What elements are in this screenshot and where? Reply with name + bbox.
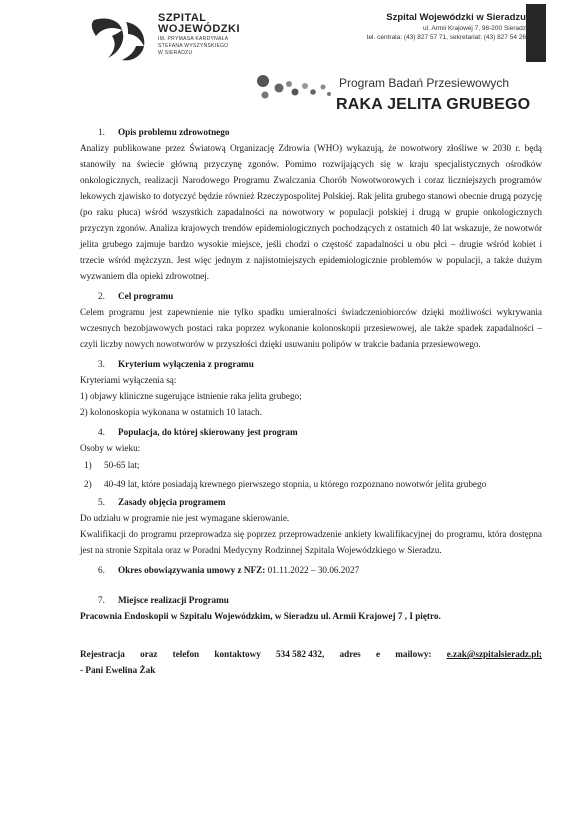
list-item-label: 2): [84, 479, 92, 489]
registration-word: adres: [339, 649, 361, 659]
section-7-title: Miejsce realizacji Programu: [118, 595, 229, 605]
section-3-intro: Kryteriami wyłączenia są:: [80, 375, 177, 385]
section-2-number: 2.: [98, 291, 105, 301]
list-item: [84, 456, 542, 475]
hospital-contact-block: [367, 12, 526, 41]
section-2-title: Cel programu: [118, 291, 174, 301]
section-7-number: 7.: [98, 595, 105, 605]
section-7-text: Pracownia Endoskopii w Szpitalu Wojewódzkim, w Sieradzu ul. Armii Krajowej 7 , I piętro.: [80, 611, 441, 621]
registration-contact-person: - Pani Ewelina Żak: [80, 665, 156, 675]
section-6-heading: [80, 562, 542, 578]
registration-word: e: [375, 649, 381, 659]
program-title: RAKA JELITA GRUBEGO: [336, 96, 531, 113]
registration-word: Rejestracja: [80, 649, 125, 659]
section-5-number: 5.: [98, 497, 105, 507]
section-3-item-1: 1) objawy kliniczne sugerujące istnienie raka jelita grubego;: [80, 391, 302, 401]
program-dots-icon: [255, 72, 335, 102]
registration-email-link[interactable]: e.zak@szpitalsieradz.pl;: [446, 649, 542, 659]
document-body: [80, 124, 542, 678]
section-6-number: 6.: [98, 565, 105, 575]
list-item-text: 40-49 lat, które posiadają krewnego pierwszego stopnia, u którego rozpoznano nowotwór jelita grubego: [104, 479, 487, 489]
section-2-text: Celem programu jest zapewnienie nie tylko spadku umieralności świadczeniobiorców dzięki możliwości wykrywania wczesnych bezobjawowych postaci raka poprzez wykonanie kolonoskopii przesiewowej, ale także spadek zapadalności – czyli liczby nowych nowotworów w przyszłości dzięki usuwaniu polipów w trakcie badania przesiewowego.: [80, 307, 542, 349]
scan-edge-bar: [526, 4, 546, 62]
section-3-item-2: 2) kolonoskopia wykonana w ostatnich 10 latach.: [80, 407, 262, 417]
list-item-text: 50-65 lat;: [104, 460, 140, 470]
logo-title-2: WOJEWÓDZKI: [158, 23, 240, 35]
section-1-heading: [80, 124, 542, 140]
section-1-number: 1.: [98, 127, 105, 137]
registration-word: oraz: [140, 649, 158, 659]
section-4-heading: [80, 424, 542, 440]
section-5-text-1: Do udziału w programie nie jest wymagane skierowanie.: [80, 513, 290, 523]
section-3-number: 3.: [98, 359, 105, 369]
section-1-title: Opis problemu zdrowotnego: [118, 127, 230, 137]
hospital-phone: tel. centrala: (43) 827 57 71, sekretariat: (43) 827 54 26: [366, 34, 526, 41]
logo-sub-2: STEFANA WYSZYŃSKIEGO: [158, 43, 229, 49]
registration-line: [80, 646, 542, 662]
section-5-text-2: Kwalifikacji do programu przeprowadza się poprzez przeprowadzenie ankiety kwalifikacyjnej do programu, która dostępna jest na stronie Szpitala oraz w Poradni Medycyny Rodzinnej Szpitala Wojewódzkiego w Sieradzu.: [80, 529, 542, 555]
section-5-title: Zasady objęcia programem: [118, 497, 226, 507]
section-6-title: Okres obowiązywania umowy z NFZ:: [118, 565, 266, 575]
list-item: [84, 475, 542, 494]
section-3-heading: [80, 356, 542, 372]
hospital-name: Szpital Wojewódzki w Sieradzu: [386, 12, 526, 23]
program-subtitle: Program Badań Przesiewowych: [339, 76, 510, 90]
section-4-intro: Osoby w wieku:: [80, 443, 141, 453]
section-7-heading: [80, 592, 542, 608]
section-2-heading: [80, 288, 542, 304]
section-1-text: Analizy publikowane przez Światową Organizację Zdrowia (WHO) wykazują, że nowotwory złośliwe w 2030 r. będą stanowiły na świecie główną przyczynę zgonów. Pomimo rozwijających się w kraju specjalistycznych ośrodków onkologicznych, realizacji Narodowego Programu Zwalczania Chorób Nowotworowych i coraz liczniejszych programów lekowych zjawisko to dotyczyć będzie również Rzeczypospolitej Polskiej. Rak jelita grubego stanowi obecnie drugą pozycję (po raku płuca) wśród wszystkich zapadalności na nowotwory w populacji polskiej i drugą w grupie onkologicznych przyczyn zgonów. Analiza krajowych trendów epidemiologicznych pochodzących z ostatnich 40 lat wskazuje, że nowotwór jelita grubego zajmuje bardzo wysokie miejsce, jeśli chodzi o częstość zapadalności u obu płci – drugie wśród kobiet i trzecie wśród mężczyzn. Jest więc jednym z najistotniejszych epidemiologicznie problemów w populacji, a także dużym wyzwaniem dla opieki zdrowotnej.: [80, 143, 542, 281]
section-4-number: 4.: [98, 427, 105, 437]
list-item-label: 1): [84, 460, 92, 470]
registration-phone: 534 582 432,: [276, 649, 325, 659]
logo-text: [158, 13, 240, 56]
registration-word: kontaktowy: [214, 649, 261, 659]
hospital-address: ul. Armii Krajowej 7, 98-200 Sieradz: [423, 25, 526, 32]
registration-word: telefon: [172, 649, 200, 659]
registration-word: mailowy:: [395, 649, 432, 659]
logo-title-1: SZPITAL: [158, 12, 207, 24]
logo-sub-1: IM. PRYMASA KARDYNAŁA: [158, 36, 229, 42]
logo-sub-3: W SIERADZU: [158, 50, 193, 56]
section-4-title: Populacja, do której skierowany jest program: [118, 427, 298, 437]
section-5-heading: [80, 494, 542, 510]
section-4-list: [80, 456, 542, 494]
section-3-title: Kryterium wyłączenia z programu: [118, 359, 254, 369]
contract-period: 01.11.2022 – 30.06.2027: [267, 565, 360, 575]
hospital-logo-icon: [86, 14, 150, 64]
